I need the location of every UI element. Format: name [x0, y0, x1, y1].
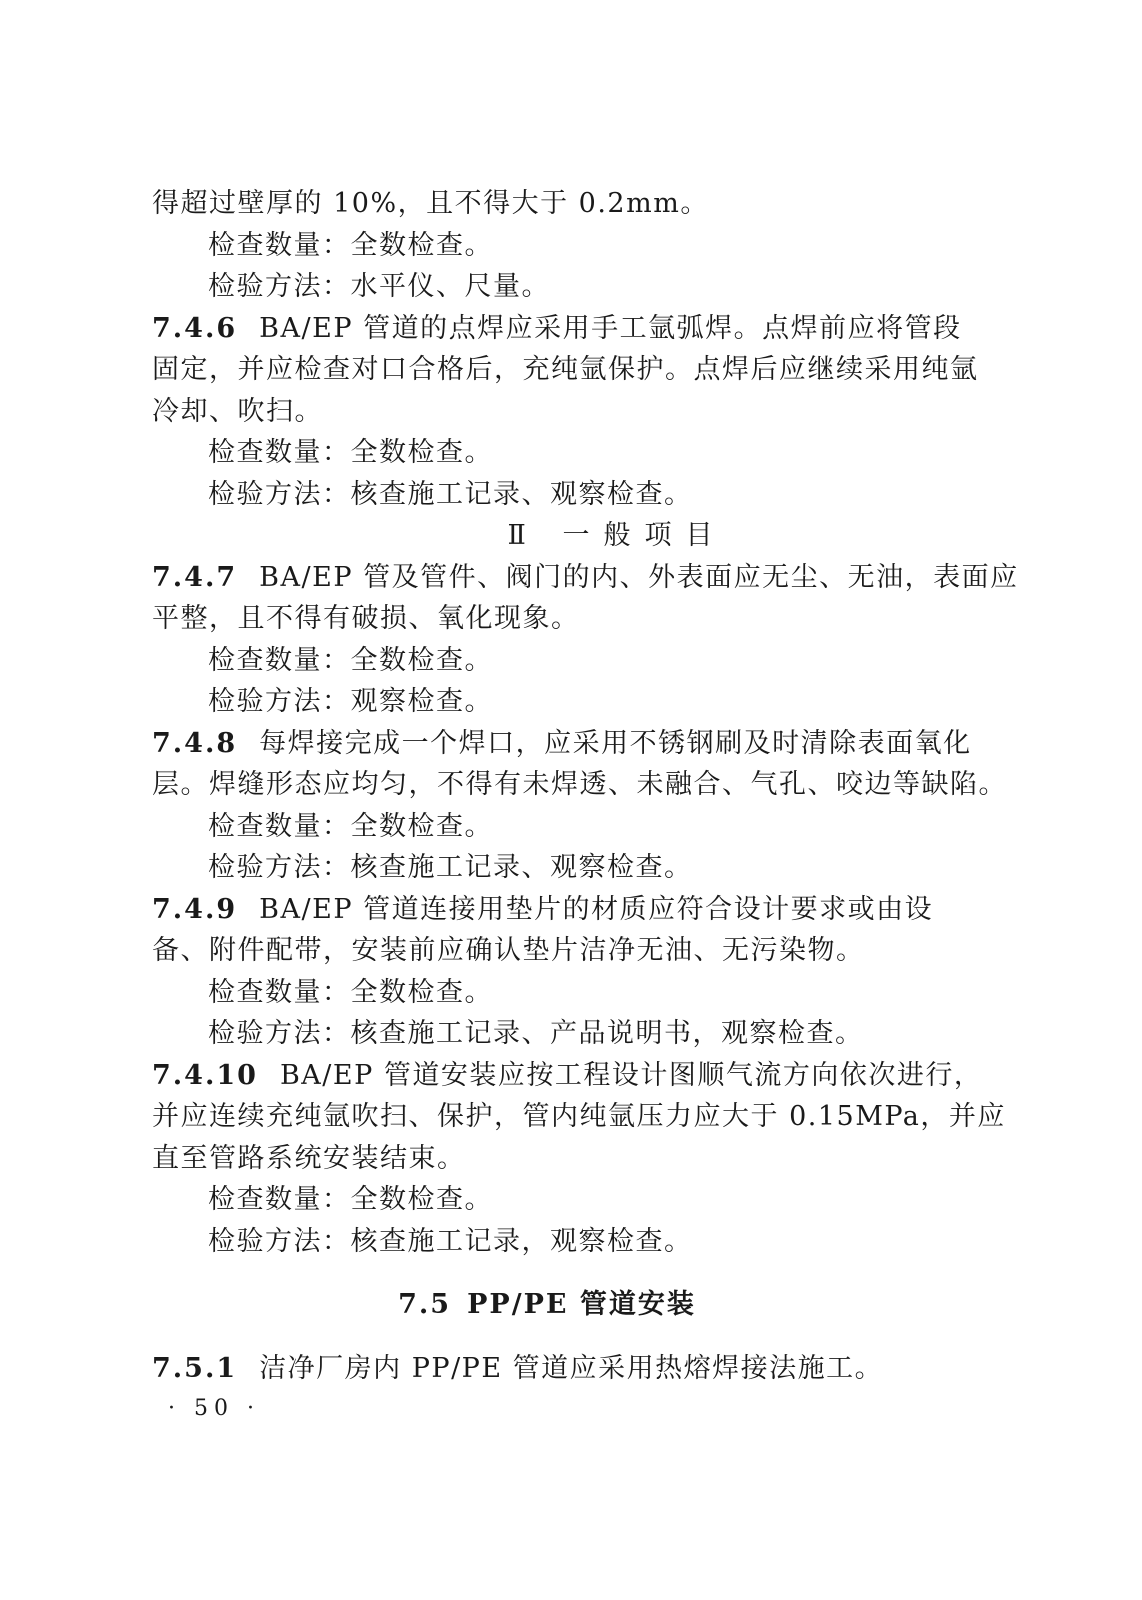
inspection-quantity: 检查数量：全数检查。: [208, 976, 493, 1008]
clause-7-5-1: [152, 1348, 942, 1390]
inspection-quantity: 检查数量：全数检查。: [208, 229, 493, 261]
clause-text: BA/EP 管及管件、阀门的内、外表面应无尘、无油，表面应: [259, 561, 1019, 593]
clause-number: 7.4.8: [152, 727, 238, 759]
clause-text: 洁净厂房内 PP/PE 管道应采用热熔焊接法施工。: [259, 1352, 884, 1384]
clause-number: 7.5.1: [152, 1352, 238, 1384]
clause-7-4-9: [152, 889, 942, 931]
clause-7-4-8: [152, 723, 972, 765]
inspection-quantity: 检查数量：全数检查。: [208, 1184, 493, 1215]
inspection-method: 检验方法：核查施工记录、观察检查。: [208, 478, 693, 510]
clause-text: BA/EP 管道安装应按工程设计图顺气流方向依次进行，: [279, 1059, 983, 1091]
paragraph-line: 得超过壁厚的 10%，且不得大于 0.2mm。: [152, 188, 709, 219]
paragraph-line: 备、附件配带，安装前应确认垫片洁净无油、无污染物。: [152, 935, 865, 966]
paragraph-line: 并应连续充纯氩吹扫、保护，管内纯氩压力应大于 0.15MPa，并应: [152, 1101, 1006, 1132]
inspection-method: 检验方法：核查施工记录、观察检查。: [208, 852, 693, 883]
clause-text: BA/EP 管道的点焊应采用手工氩弧焊。点焊前应将管段: [259, 312, 962, 344]
paragraph-line: 直至管路系统安装结束。: [152, 1142, 466, 1174]
inspection-method: 检验方法：核查施工记录、产品说明书，观察检查。: [208, 1018, 864, 1049]
clause-number: 7.4.6: [152, 312, 238, 344]
sub-heading-general-items: Ⅱ 一般项目: [507, 520, 727, 551]
clause-text: 每焊接完成一个焊口，应采用不锈钢刷及时清除表面氧化: [259, 727, 972, 759]
clause-7-4-6: [152, 308, 962, 350]
inspection-method: 检验方法：核查施工记录，观察检查。: [208, 1225, 693, 1257]
section-number: 7.5: [398, 1289, 452, 1320]
clause-number: 7.4.9: [152, 893, 238, 925]
clause-number: 7.4.10: [152, 1059, 258, 1091]
section-title: PP/PE 管道安装: [467, 1289, 696, 1320]
clause-7-4-7: [152, 557, 1019, 599]
document-page: [152, 183, 1019, 1389]
clause-7-4-10: [152, 1055, 983, 1097]
inspection-quantity: 检查数量：全数检查。: [208, 810, 493, 842]
paragraph-line: 层。焊缝形态应均匀，不得有未焊透、未融合、气孔、咬边等缺陷。: [152, 769, 1007, 800]
clause-text: BA/EP 管道连接用垫片的材质应符合设计要求或由设: [259, 893, 934, 925]
inspection-quantity: 检查数量：全数检查。: [208, 644, 493, 676]
paragraph-line: 固定，并应检查对口合格后，充纯氩保护。点焊后应继续采用纯氩: [152, 354, 979, 385]
inspection-method: 检验方法：观察检查。: [208, 686, 493, 717]
inspection-method: 检验方法：水平仪、尺量。: [208, 271, 550, 302]
section-heading-7-5: [152, 1284, 942, 1326]
inspection-quantity: 检查数量：全数检查。: [208, 437, 493, 468]
clause-number: 7.4.7: [152, 561, 238, 593]
paragraph-line: 平整，且不得有破损、氧化现象。: [152, 603, 580, 634]
paragraph-line: 冷却、吹扫。: [152, 395, 323, 427]
page-number: · 50 ·: [168, 1396, 260, 1421]
